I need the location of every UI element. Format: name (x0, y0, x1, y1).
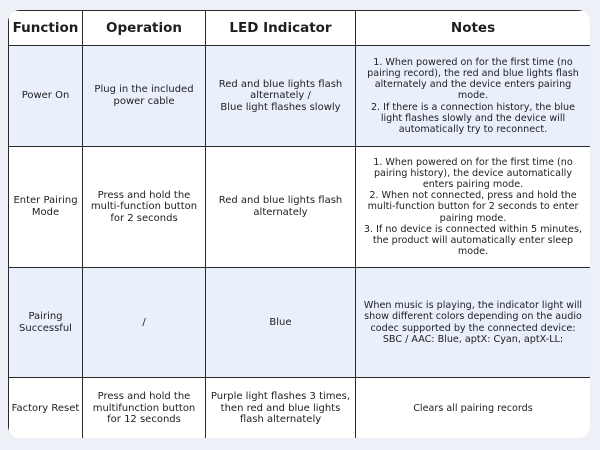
cell-operation: Press and hold the multifunction button for 12 seconds (83, 378, 206, 439)
cell-operation: Plug in the included power cable (83, 46, 206, 147)
note-line: 2. When not connected, press and hold the multi-function button for 2 seconds to enter pairing mode. (367, 190, 579, 224)
led-line: Blue light flashes slowly (220, 101, 341, 113)
table-row (9, 378, 591, 439)
led-function-table-card (8, 10, 590, 438)
cell-led-indicator (206, 378, 356, 439)
cell-notes (356, 268, 591, 378)
cell-led-indicator (206, 147, 356, 268)
led-line: Blue (269, 316, 292, 328)
table-row (9, 268, 591, 378)
cell-led-indicator (206, 46, 356, 147)
header-function: Function (9, 11, 83, 46)
led-line: Red and blue lights flash alternately / (218, 78, 343, 102)
note-line: SBC / AAC: Blue, aptX: Cyan, aptX-LL: (382, 333, 564, 345)
led-function-table (8, 10, 590, 438)
table-row (9, 46, 591, 147)
note-line: 1. When powered on for the first time (no pairing record), the red and blue lights flash alternately and the device enters pairing mode. (367, 56, 579, 102)
note-line: 1. When powered on for the first time (no pairing history), the device automatically enters pairing mode. (373, 156, 573, 190)
note-line: Clears all pairing records (413, 402, 533, 414)
table-header-row (9, 11, 591, 46)
header-led-indicator: LED Indicator (206, 11, 356, 46)
cell-operation: / (83, 268, 206, 378)
led-line: Purple light flashes 3 times, then red and blue lights flash alternately (210, 391, 351, 426)
cell-operation: Press and hold the multi-function button for 2 seconds (83, 147, 206, 268)
cell-led-indicator (206, 268, 356, 378)
header-notes: Notes (356, 11, 591, 46)
cell-function: Pairing Successful (9, 268, 83, 378)
note-line: When music is playing, the indicator light will show different colors depending on the audio codec supported by the connected device: (363, 300, 583, 334)
note-line: 2. If there is a connection history, the blue light flashes slowly and the device will automatically try to reconnect. (370, 101, 576, 135)
header-operation: Operation (83, 11, 206, 46)
led-line: Red and blue lights flash alternately (218, 195, 343, 218)
cell-notes (356, 378, 591, 439)
note-line: 3. If no device is connected within 5 minutes, the product will automatically enter sleep mode. (363, 223, 583, 258)
cell-function: Enter Pairing Mode (9, 147, 83, 268)
cell-notes (356, 46, 591, 147)
table-row (9, 147, 591, 268)
cell-function: Factory Reset (9, 378, 83, 439)
cell-notes (356, 147, 591, 268)
cell-function: Power On (9, 46, 83, 147)
